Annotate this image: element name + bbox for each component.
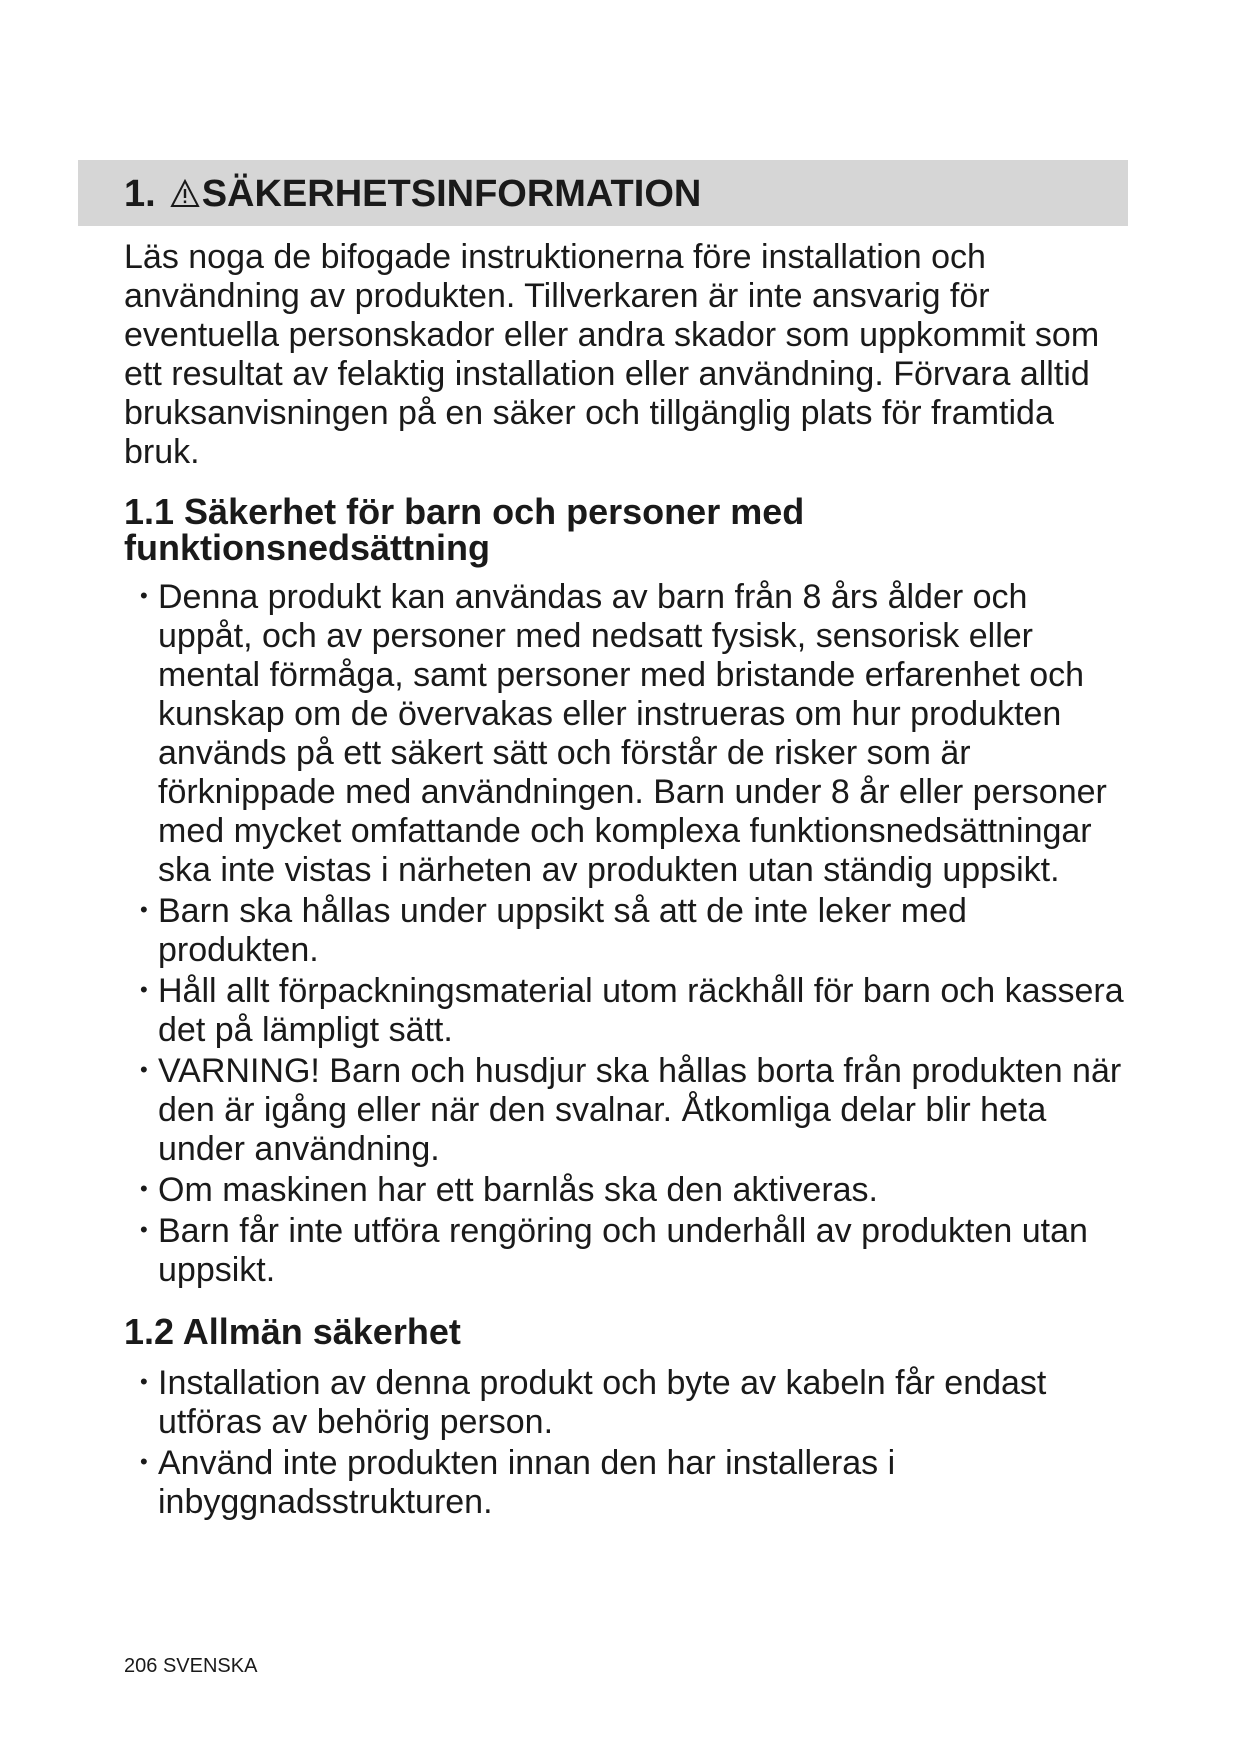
list-item: • Barn får inte utföra rengöring och underhåll av produkten utan uppsikt. [124,1210,1124,1290]
page-number: 206 [124,1655,158,1677]
subsection-heading-child-safety [124,491,1124,568]
list-item: • Använd inte produkten innan den har installeras i inbyggnadsstrukturen. [124,1442,1124,1522]
general-safety-list [124,1362,1124,1522]
page-content [124,238,1124,1522]
list-item: • Installation av denna produkt och byte av kabeln får endast utföras av behörig person. [124,1362,1124,1442]
list-item: • Denna produkt kan användas av barn från 8 års ålder och uppåt, och av personer med nedsatt fysisk, sensorisk eller mental förmåga, samt personer med bristande erfarenhet och kunskap om de övervakas eller instrueras om hur produkten används på ett säkert sätt och förstår de risker som är förknippade med användningen. Barn under 8 år eller personer med mycket omfattande och komplexa funktionsnedsättningar ska inte vistas i närheten av produkten utan ständig uppsikt. [124,576,1124,890]
intro-paragraph: Läs noga de bifogade instruktionerna före installation och användning av produkten. Tillverkaren är inte ansvarig för eventuella personskador eller andra skador som uppkommit som ett resultat av felaktig installation eller användning. Förvara alltid bruksanvisningen på en säker och tillgänglig plats för framtida bruk. [124,238,1100,471]
heading-line-1: 1.1 Säkerhet för barn och personer med [124,491,805,532]
child-safety-list [124,576,1124,1290]
subsection-heading-general-safety: 1.2 Allmän säkerhet [124,1311,461,1352]
list-item: • Håll allt förpackningsmaterial utom räckhåll för barn och kassera det på lämpligt sätt. [124,970,1124,1050]
section-title-text: SÄKERHETSINFORMATION [201,173,702,215]
footer-language: SVENSKA [162,1655,258,1677]
list-item: • Om maskinen har ett barnlås ska den aktiveras. [124,1169,1124,1210]
section-title [124,172,701,216]
section-number: 1. [124,173,156,215]
list-item: • VARNING! Barn och husdjur ska hållas borta från produkten när den är igång eller när den svalnar. Åtkomliga delar blir heta under användning. [124,1050,1124,1169]
page-footer [124,1654,257,1678]
heading-line-2: funktionsnedsättning [124,527,490,568]
warning-triangle-icon [170,179,200,209]
list-item: • Barn ska hållas under uppsikt så att de inte leker med produkten. [124,890,1124,970]
